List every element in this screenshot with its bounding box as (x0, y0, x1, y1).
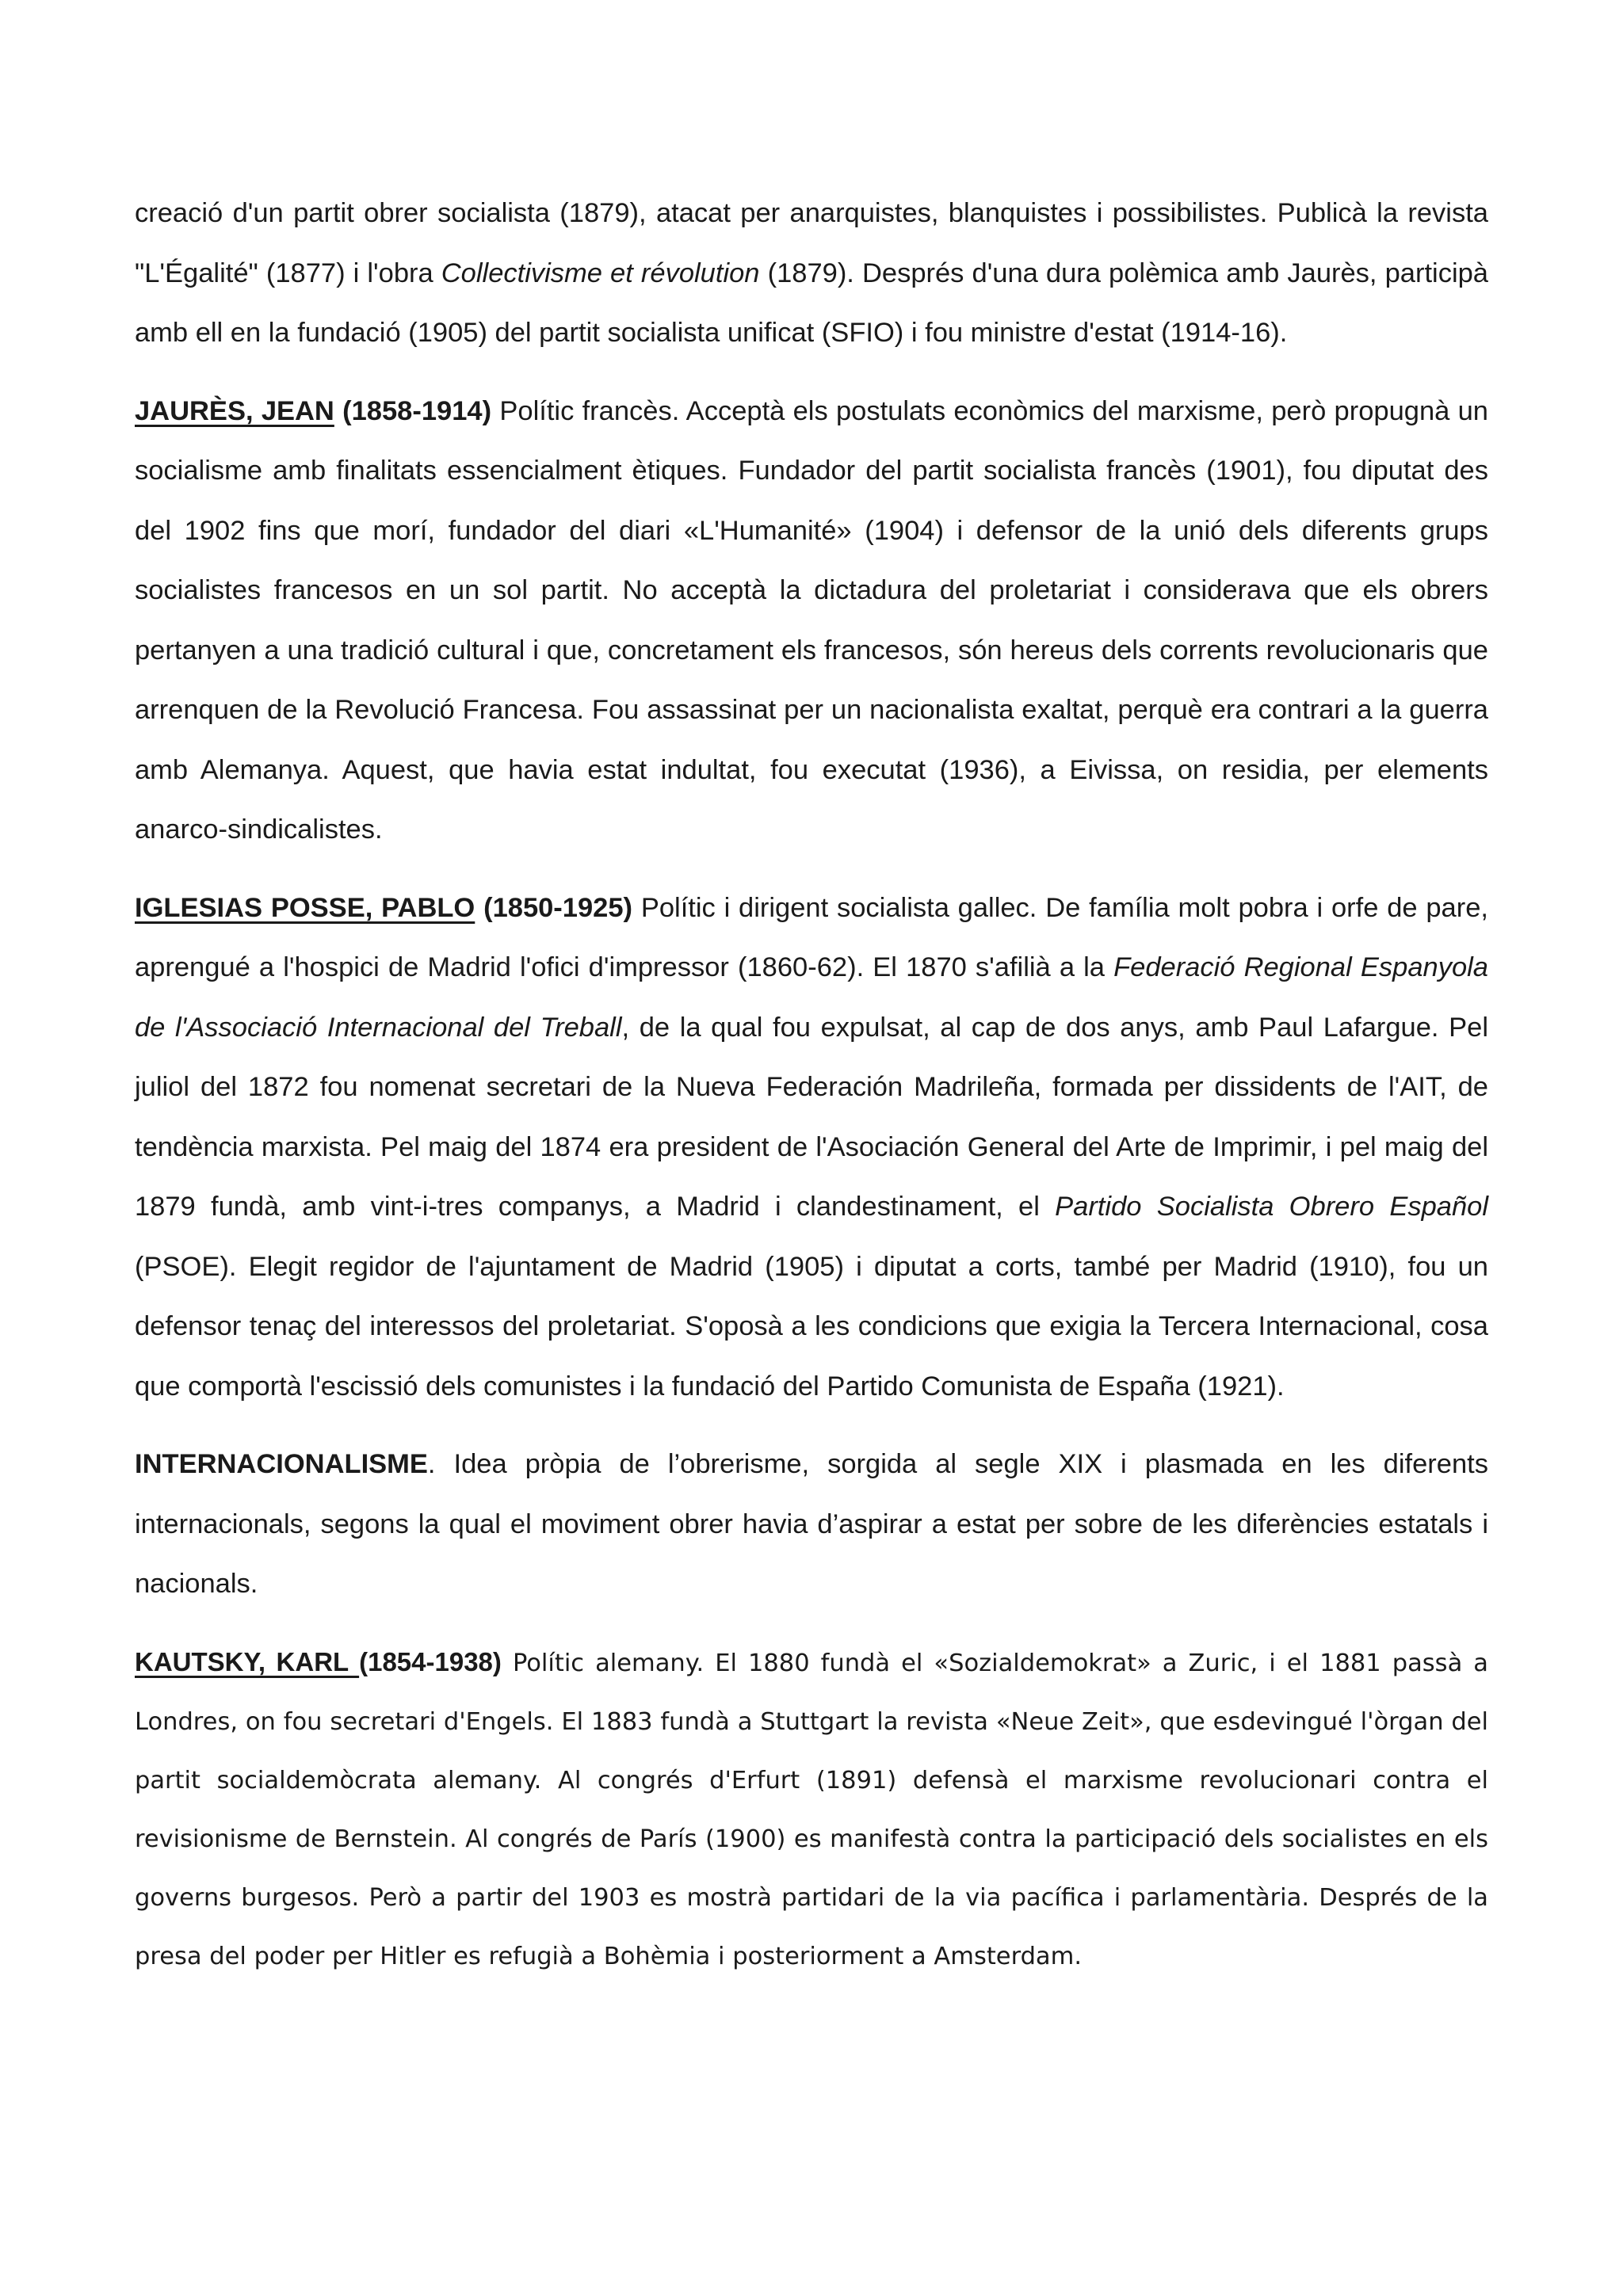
work-title-italic: Collectivisme et révolution (441, 257, 760, 288)
entry-kautsky (135, 1633, 1488, 1986)
entry-text: Polític i dirigent socialista gallec. De família molt pobra i orfe de pare, aprengué a l'hospici de Madrid l'ofici d'impressor (1860-62). El 1870 s'afilià a la (135, 892, 1488, 982)
entry-iglesias (135, 879, 1488, 1417)
entry-text: creació d'un partit obrer socialista (1879), atacat per anarquistes, blanquistes i possibilistes. Publicà la revista "L'Égalité" (1877) i l'obra (135, 198, 1488, 288)
entry-dates: (1854-1938) (359, 1646, 502, 1676)
entry-text: , de la qual fou expulsat, al cap de dos anys, amb Paul Lafargue. Pel juliol del 1872 fou nomenat secretari de la Nueva Federación Madrileña, formada per dissidents de l'AIT, de tendència marxista. Pel maig del 1874 era president de l'Asociación General del Arte de Imprimir, i pel maig del 1879 fundà, amb vint-i-tres companys, a Madrid i clandestinament, el (135, 1012, 1488, 1222)
entry-headword: JAURÈS, JEAN (135, 395, 334, 426)
entry-dates: (1850-1925) (475, 892, 633, 923)
entry-jaures (135, 382, 1488, 860)
entry-headword: IGLESIAS POSSE, PABLO (135, 892, 475, 923)
entry-continuation-paragraph (135, 184, 1488, 364)
entry-text: Polític francès. Acceptà els postulats econòmics del marxisme, però propugnà un socialisme amb finalitats essencialment ètiques. Fundador del partit socialista francès (1901), fou diputat des del 1902 fins que morí, fundador del diari «L'Humanité» (1904) i defensor de la unió dels diferents grups socialistes francesos en un sol partit. No acceptà la dictadura del proletariat i considerava que els obrers pertanyen a una tradició cultural i que, concretament els francesos, són hereus dels corrents revolucionaris que arrenquen de la Revolució Francesa. Fou assassinat per un nacionalista exaltat, perquè era contrari a la guerra amb Alemanya. Aquest, que havia estat indultat, fou executat (1936), a Eivissa, on residia, per elements anarco-sindicalistes. (135, 395, 1488, 845)
document-page (135, 184, 1488, 2004)
organization-italic: Federació Regional Espanyola de l'Associació Internacional del Treball (135, 952, 1488, 1043)
entry-text: . Idea pròpia de l’obrerisme, sorgida al segle XIX i plasmada en les diferents internacionals, segons la qual el moviment obrer havia d’aspirar a estat per sobre de les diferències estatals i nacionals. (135, 1449, 1488, 1599)
entry-text: (PSOE). Elegit regidor de l'ajuntament de Madrid (1905) i diputat a corts, també per Madrid (1910), fou un defensor tenaç del interessos del proletariat. S'oposà a les condicions que exigia la Tercera Internacional, cosa que comportà l'escissió dels comunistes i la fundació del Partido Comunista de España (1921). (135, 1251, 1488, 1402)
entry-text: Polític alemany. El 1880 fundà el «Sozialdemokrat» a Zuric, i el 1881 passà a Londres, on fou secretari d'Engels. El 1883 fundà a Stuttgart la revista «Neue Zeit», que esdevingué l'òrgan del partit socialdemòcrata alemany. Al congrés d'Erfurt (1891) defensà el marxisme revolucionari contra el revisionisme de Bernstein. Al congrés de París (1900) es manifestà contra la participació dels socialistes en els governs burgesos. Però a partir del 1903 es mostrà partidari de la via pacífica i parlamentària. Després de la presa del poder per Hitler es refugià a Bohèmia i posteriorment a Amsterdam. (135, 1649, 1488, 1970)
entry-text: (1879). Després d'una dura polèmica amb Jaurès, participà amb ell en la fundació (1905) del partit socialista unificat (SFIO) i fou ministre d'estat (1914-16). (135, 257, 1488, 348)
entry-internacionalisme (135, 1435, 1488, 1615)
entry-headword: KAUTSKY, KARL (135, 1646, 360, 1676)
entry-dates: (1858-1914) (334, 395, 492, 426)
party-name-italic: Partido Socialista Obrero Español (1055, 1192, 1488, 1222)
entry-headword: INTERNACIONALISME (135, 1449, 428, 1479)
